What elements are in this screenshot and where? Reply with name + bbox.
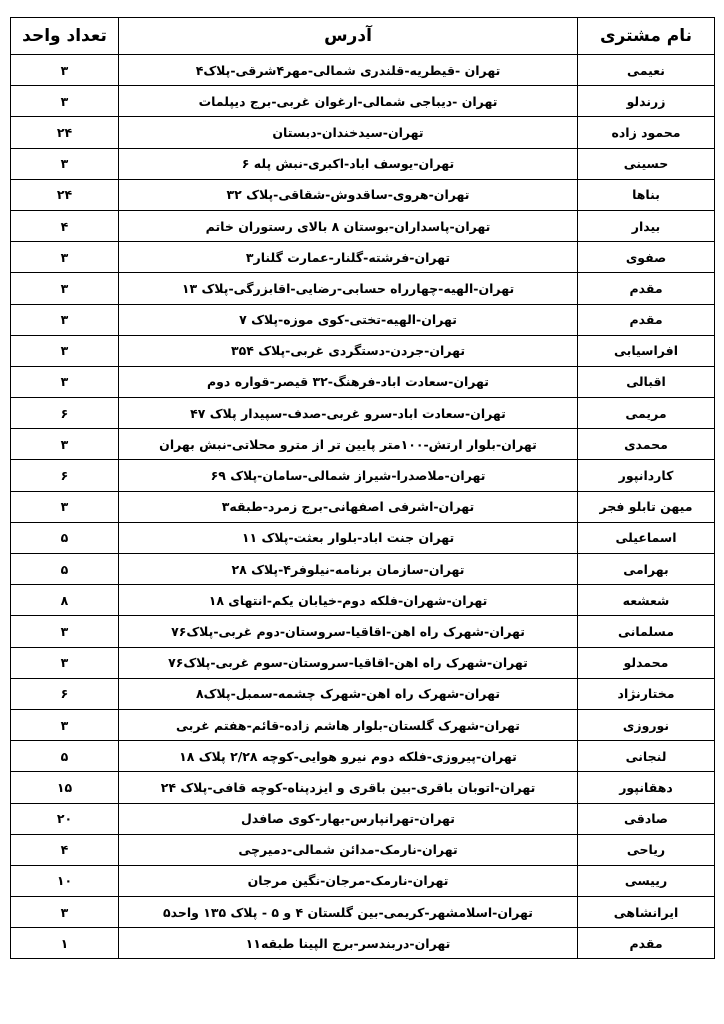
customer-name-cell: بیدار	[578, 210, 715, 241]
table-row	[11, 460, 724, 491]
table-row	[11, 803, 724, 834]
address-cell: تهران-دربندسر-برج الپینا طبقه۱۱	[119, 928, 578, 959]
unit-count-cell: ۳	[11, 491, 119, 522]
header-customer-name: نام مشتری	[578, 18, 715, 55]
unit-count-cell: ۳	[11, 148, 119, 179]
address-cell: تهران-یوسف اباد-اکبری-نبش پله ۶	[119, 148, 578, 179]
unit-count-cell: ۵	[11, 522, 119, 553]
edge-cell	[715, 242, 724, 273]
unit-count-cell: ۳	[11, 273, 119, 304]
customer-name-cell: نعیمی	[578, 55, 715, 86]
address-cell: تهران-الهیه-چهارراه حسابی-رضایی-اقابزرگی-پلاک ۱۳	[119, 273, 578, 304]
customer-name-cell: میهن تابلو فجر	[578, 491, 715, 522]
table-row	[11, 86, 724, 117]
address-cell: تهران-اتوبان باقری-بین باقری و ایزدپناه-کوچه قافی-پلاک ۲۴	[119, 772, 578, 803]
address-cell: تهران-نارمک-مرجان-نگین مرجان	[119, 865, 578, 896]
customer-name-cell: رییسی	[578, 865, 715, 896]
customer-name-cell: اسماعیلی	[578, 522, 715, 553]
unit-count-cell: ۸	[11, 585, 119, 616]
edge-cell	[715, 772, 724, 803]
edge-cell	[715, 398, 724, 429]
header-unit-count: تعداد واحد	[11, 18, 119, 55]
customer-name-cell: نوروزی	[578, 709, 715, 740]
edge-cell	[715, 148, 724, 179]
customer-name-cell: ریاحی	[578, 834, 715, 865]
table-row	[11, 148, 724, 179]
customer-name-cell: لنجانی	[578, 741, 715, 772]
table-row	[11, 772, 724, 803]
customer-name-cell: بهرامی	[578, 554, 715, 585]
table-row	[11, 242, 724, 273]
edge-cell	[715, 86, 724, 117]
address-cell: تهران -دیباجی شمالی-ارغوان غربی-برج دیپلمات	[119, 86, 578, 117]
address-cell: تهران-شهرک راه اهن-اقاقیا-سروستان-دوم غربی-پلاک۷۶	[119, 616, 578, 647]
table-row	[11, 928, 724, 959]
customer-name-cell: شعشعه	[578, 585, 715, 616]
address-cell: تهران-سازمان برنامه-نیلوفر۴-پلاک ۲۸	[119, 554, 578, 585]
table-row	[11, 273, 724, 304]
edge-cell	[715, 179, 724, 210]
customer-name-cell: اقبالی	[578, 366, 715, 397]
edge-cell	[715, 273, 724, 304]
address-cell: تهران-شهرک راه اهن-شهرک چشمه-سمبل-پلاک۸	[119, 678, 578, 709]
address-cell: تهران-شهرک گلستان-بلوار هاشم زاده-قائم-هفتم غربی	[119, 709, 578, 740]
customer-name-cell: صفوی	[578, 242, 715, 273]
edge-cell	[715, 585, 724, 616]
address-cell: تهران-فرشته-گلنار-عمارت گلنار۳	[119, 242, 578, 273]
table-row	[11, 865, 724, 896]
table-row	[11, 522, 724, 553]
address-cell: تهران-پاسداران-بوستان ۸ بالای رستوران خاتم	[119, 210, 578, 241]
unit-count-cell: ۲۴	[11, 179, 119, 210]
unit-count-cell: ۳	[11, 616, 119, 647]
table-row	[11, 709, 724, 740]
table-row	[11, 366, 724, 397]
address-cell: تهران-جردن-دستگردی غربی-پلاک ۳۵۴	[119, 335, 578, 366]
header-address: آدرس	[119, 18, 578, 55]
customer-name-cell: مقدم	[578, 928, 715, 959]
address-cell: تهران جنت اباد-بلوار بعثت-پلاک ۱۱	[119, 522, 578, 553]
table-row	[11, 678, 724, 709]
edge-cell	[715, 834, 724, 865]
customer-name-cell: محمدی	[578, 429, 715, 460]
customer-name-cell: مسلمانی	[578, 616, 715, 647]
unit-count-cell: ۳	[11, 242, 119, 273]
edge-cell	[715, 554, 724, 585]
table-row	[11, 117, 724, 148]
unit-count-cell: ۳	[11, 335, 119, 366]
table-row	[11, 897, 724, 928]
unit-count-cell: ۴	[11, 834, 119, 865]
unit-count-cell: ۳	[11, 366, 119, 397]
edge-cell	[715, 709, 724, 740]
edge-cell	[715, 865, 724, 896]
address-cell: تهران-سیدخندان-دبستان	[119, 117, 578, 148]
edge-cell	[715, 678, 724, 709]
table-row	[11, 210, 724, 241]
table-row	[11, 398, 724, 429]
address-cell: تهران-سعادت اباد-فرهنگ-۳۲ قیصر-قواره دوم	[119, 366, 578, 397]
customer-name-cell: ایرانشاهی	[578, 897, 715, 928]
table-row	[11, 55, 724, 86]
edge-cell	[715, 304, 724, 335]
unit-count-cell: ۳	[11, 86, 119, 117]
customer-name-cell: محمود زاده	[578, 117, 715, 148]
table-row	[11, 335, 724, 366]
unit-count-cell: ۱۵	[11, 772, 119, 803]
address-cell: تهران -قیطریه-قلندری شمالی-مهر۴شرقی-پلاک۴	[119, 55, 578, 86]
unit-count-cell: ۳	[11, 897, 119, 928]
edge-cell	[715, 366, 724, 397]
address-cell: تهران-اشرفی اصفهانی-برج زمرد-طبقه۳	[119, 491, 578, 522]
table-row	[11, 585, 724, 616]
table-row	[11, 616, 724, 647]
customer-name-cell: حسینی	[578, 148, 715, 179]
customer-name-cell: دهقانپور	[578, 772, 715, 803]
customer-name-cell: مریمی	[578, 398, 715, 429]
unit-count-cell: ۳	[11, 55, 119, 86]
edge-cell	[715, 928, 724, 959]
edge-cell	[715, 55, 724, 86]
address-cell: تهران-شهران-فلکه دوم-خیابان یکم-انتهای ۱۸	[119, 585, 578, 616]
customer-name-cell: کاردانپور	[578, 460, 715, 491]
edge-cell	[715, 18, 724, 55]
edge-cell	[715, 429, 724, 460]
customer-name-cell: بناها	[578, 179, 715, 210]
address-cell: تهران-هروی-ساقدوش-شقاقی-پلاک ۳۲	[119, 179, 578, 210]
table-row	[11, 741, 724, 772]
address-cell: تهران-اسلامشهر-کریمی-بین گلستان ۴ و ۵ - پلاک ۱۳۵ واحد۵	[119, 897, 578, 928]
edge-cell	[715, 491, 724, 522]
unit-count-cell: ۲۴	[11, 117, 119, 148]
table-row	[11, 647, 724, 678]
unit-count-cell: ۵	[11, 741, 119, 772]
table-row	[11, 304, 724, 335]
address-cell: تهران-ملاصدرا-شیراز شمالی-سامان-پلاک ۶۹	[119, 460, 578, 491]
edge-cell	[715, 616, 724, 647]
unit-count-cell: ۱۰	[11, 865, 119, 896]
unit-count-cell: ۴	[11, 210, 119, 241]
table-row	[11, 491, 724, 522]
address-cell: تهران-تهرانپارس-بهار-کوی صافدل	[119, 803, 578, 834]
address-cell: تهران-شهرک راه اهن-اقاقیا-سروستان-سوم غربی-پلاک۷۶	[119, 647, 578, 678]
unit-count-cell: ۱	[11, 928, 119, 959]
table-row	[11, 429, 724, 460]
unit-count-cell: ۶	[11, 398, 119, 429]
edge-cell	[715, 897, 724, 928]
address-cell: تهران-سعادت اباد-سرو غربی-صدف-سپیدار پلاک ۴۷	[119, 398, 578, 429]
edge-cell	[715, 335, 724, 366]
address-cell: تهران-الهیه-تختی-کوی موزه-پلاک ۷	[119, 304, 578, 335]
unit-count-cell: ۵	[11, 554, 119, 585]
edge-cell	[715, 741, 724, 772]
edge-cell	[715, 803, 724, 834]
unit-count-cell: ۲۰	[11, 803, 119, 834]
customer-name-cell: زرندلو	[578, 86, 715, 117]
customer-name-cell: افراسیابی	[578, 335, 715, 366]
customer-name-cell: مقدم	[578, 304, 715, 335]
unit-count-cell: ۳	[11, 709, 119, 740]
customer-name-cell: صادقی	[578, 803, 715, 834]
edge-cell	[715, 210, 724, 241]
edge-cell	[715, 460, 724, 491]
unit-count-cell: ۳	[11, 647, 119, 678]
unit-count-cell: ۶	[11, 460, 119, 491]
edge-cell	[715, 647, 724, 678]
customer-table	[10, 17, 724, 959]
address-cell: تهران-نارمک-مدائن شمالی-دمیرچی	[119, 834, 578, 865]
address-cell: تهران-پیروزی-فلکه دوم نیرو هوایی-کوچه ۲/۲۸ پلاک ۱۸	[119, 741, 578, 772]
customer-address-sheet	[10, 17, 724, 997]
unit-count-cell: ۳	[11, 429, 119, 460]
header-row	[11, 18, 724, 55]
edge-cell	[715, 522, 724, 553]
table-row	[11, 834, 724, 865]
table-row	[11, 179, 724, 210]
unit-count-cell: ۳	[11, 304, 119, 335]
customer-name-cell: مختارنژاد	[578, 678, 715, 709]
table-row	[11, 554, 724, 585]
address-cell: تهران-بلوار ارتش-۱۰۰متر پایین تر از مترو محلاتی-نبش بهران	[119, 429, 578, 460]
edge-cell	[715, 117, 724, 148]
customer-name-cell: مقدم	[578, 273, 715, 304]
unit-count-cell: ۶	[11, 678, 119, 709]
customer-name-cell: محمدلو	[578, 647, 715, 678]
